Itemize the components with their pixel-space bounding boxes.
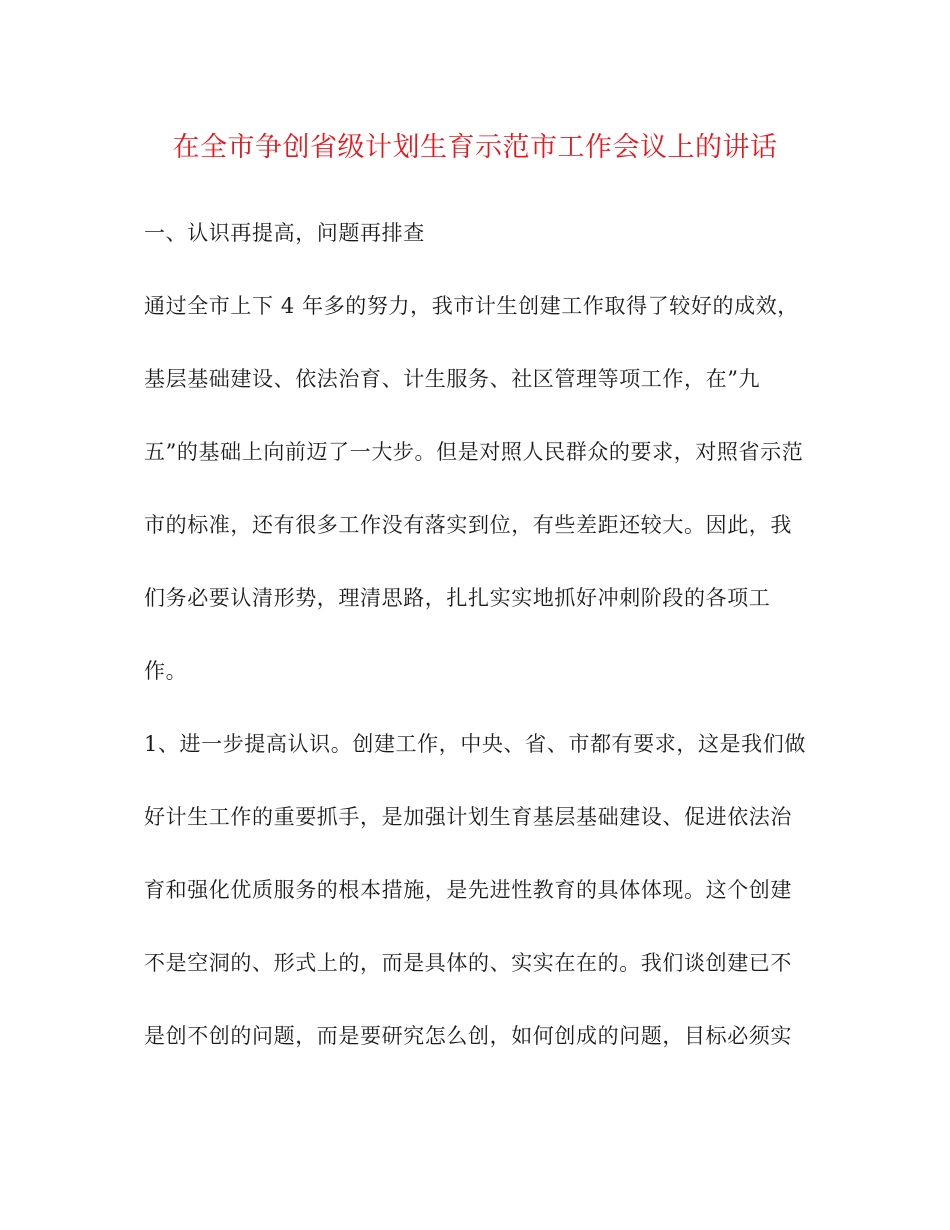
body-text-line: 们务必要认清形势，理清思路，扎扎实实地抓好冲刺阶段的各项工 xyxy=(144,586,771,610)
body-text-line: 好计生工作的重要抓手，是加强计划生育基层基础建设、促进依法治 xyxy=(144,805,792,829)
document-title: 在全市争创省级计划生育示范市工作会议上的讲话 xyxy=(172,132,778,163)
body-text-line: 1、进一步提高认识。创建工作，中央、省、市都有要求，这是我们做 xyxy=(144,732,806,756)
body-text-line: 是创不创的问题，而是要研究怎么创，如何创成的问题，目标必须实 xyxy=(144,1024,792,1048)
body-text-line: 育和强化优质服务的根本措施，是先进性教育的具体体现。这个创建 xyxy=(144,878,792,902)
body-text-line: 市的标准，还有很多工作没有落实到位，有些差距还较大。因此，我 xyxy=(144,513,792,537)
body-text-line: 基层基础建设、依法治育、计生服务、社区管理等项工作，在”九 xyxy=(144,367,761,391)
body-text-line: 作。 xyxy=(144,659,188,683)
body-text-line: 五”的基础上向前迈了一大步。但是对照人民群众的要求，对照省示范 xyxy=(144,440,804,464)
body-text-line: 通过全市上下 4 年多的努力，我市计生创建工作取得了较好的成效， xyxy=(144,294,799,318)
section-heading: 一、认识再提高，问题再排查 xyxy=(144,221,425,245)
body-text-line: 不是空洞的、形式上的，而是具体的、实实在在的。我们谈创建已不 xyxy=(144,951,792,975)
